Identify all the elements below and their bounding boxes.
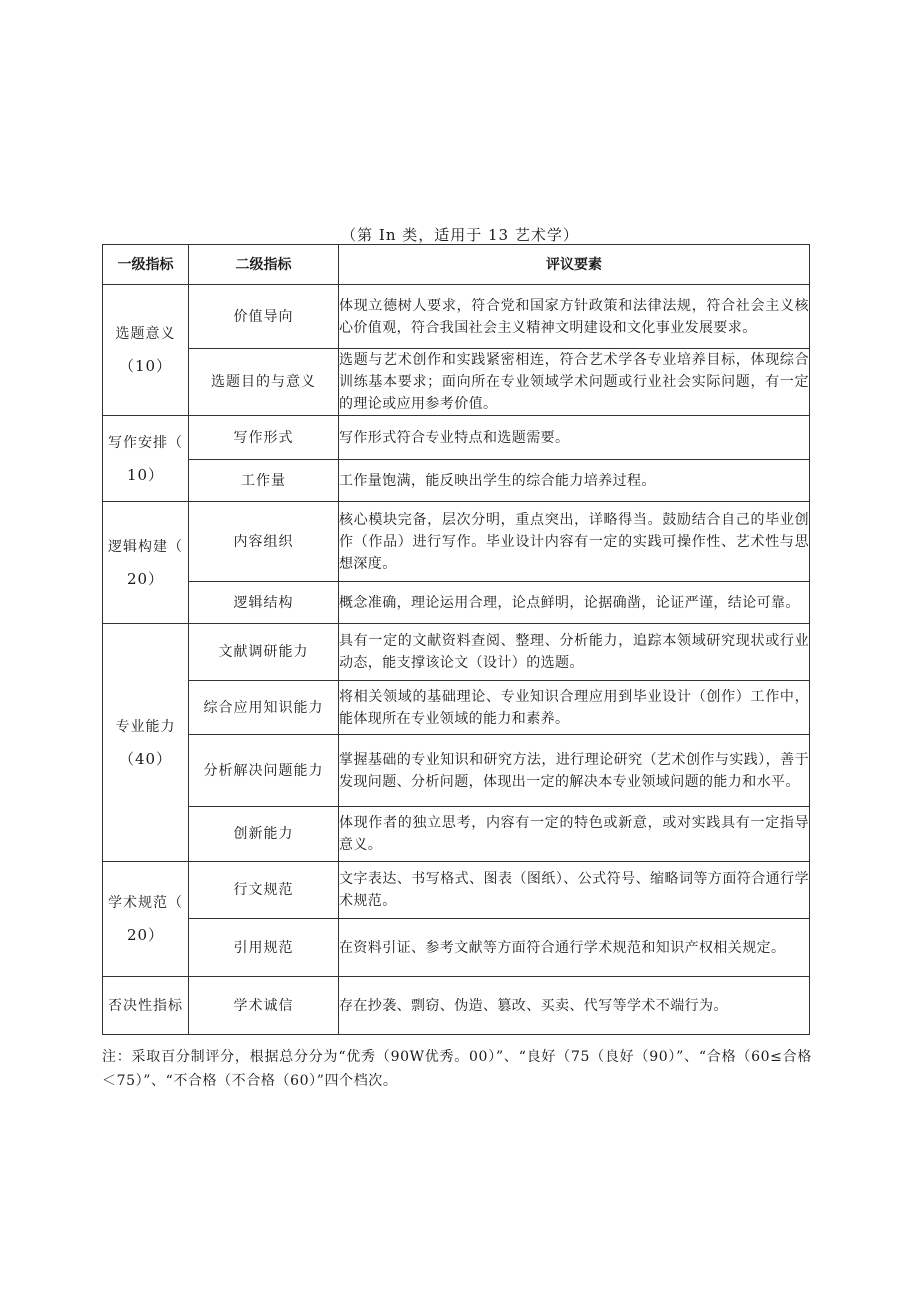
- group-name: 写作安排（: [108, 434, 183, 451]
- table-row: [103, 349, 810, 416]
- header-row: [103, 245, 810, 285]
- group-name: 学术规范（: [108, 895, 183, 911]
- item-name: 引用规范: [189, 919, 339, 977]
- group-score: 20）: [126, 569, 165, 588]
- table-row: [103, 502, 810, 582]
- item-name: 行文规范: [189, 862, 339, 919]
- group-name: 逻辑构建（: [108, 538, 183, 555]
- item-name: 工作量: [189, 460, 339, 502]
- group-cell-professional: [103, 624, 189, 862]
- table-row: [103, 285, 810, 349]
- item-text: 文字表达、书写格式、图表（图纸）、公式符号、缩略词等方面符合通行学术规范。: [339, 862, 810, 919]
- item-name: 创新能力: [189, 807, 339, 862]
- item-name: 综合应用知识能力: [189, 681, 339, 735]
- group-name: 选题意义: [115, 326, 176, 342]
- table-row: [103, 919, 810, 977]
- item-name: 文献调研能力: [189, 624, 339, 681]
- item-name: 选题目的与意义: [189, 349, 339, 416]
- table-row: [103, 460, 810, 502]
- group-cell-writing: [103, 416, 189, 502]
- table-row: [103, 681, 810, 735]
- item-text: 掌握基础的专业知识和研究方法，进行理论研究（艺术创作与实践），善于发现问题、分析问题，体现出一定的解决本专业领域问题的能力和水平。: [339, 735, 810, 807]
- table-row: [103, 624, 810, 681]
- item-name: 价值导向: [189, 285, 339, 349]
- item-text: 将相关领域的基础理论、专业知识合理应用到毕业设计（创作）工作中，能体现所在专业领域的能力和素养。: [339, 681, 810, 735]
- table-caption: （第 In 类，适用于 13 艺术学）: [341, 226, 579, 244]
- table-row: [103, 862, 810, 919]
- item-text: 概念准确，理论运用合理，论点鲜明，论据确凿，论证严谨，结论可靠。: [339, 582, 810, 624]
- group-cell-logic: [103, 502, 189, 624]
- group-score: （40）: [118, 749, 173, 768]
- item-name: 逻辑结构: [189, 582, 339, 624]
- item-text: 在资料引证、参考文献等方面符合通行学术规范和知识产权相关规定。: [339, 919, 810, 977]
- item-text: 体现立德树人要求，符合党和国家方针政策和法律法规，符合社会主义核心价值观，符合我国社会主义精神文明建设和文化事业发展要求。: [339, 285, 810, 349]
- item-text: 具有一定的文献资料查阅、整理、分析能力，追踪本领域研究现状或行业动态，能支撑该论文（设计）的选题。: [339, 624, 810, 681]
- item-text: 选题与艺术创作和实践紧密相连，符合艺术学各专业培养目标，体现综合训练基本要求；面向所在专业领域学术问题或行业社会实际问题，有一定的理论或应用参考价值。: [339, 349, 810, 416]
- item-text: 工作量饱满，能反映出学生的综合能力培养过程。: [339, 460, 810, 502]
- table-row: [103, 977, 810, 1035]
- item-name: 内容组织: [189, 502, 339, 582]
- header-level2: 二级指标: [189, 245, 339, 285]
- evaluation-table: [102, 244, 810, 1035]
- item-name: 写作形式: [189, 416, 339, 460]
- item-text: 核心模块完备，层次分明，重点突出，详略得当。鼓励结合自己的毕业创作（作品）进行写作。毕业设计内容有一定的实践可操作性、艺术性与思想深度。: [339, 502, 810, 582]
- table-row: [103, 807, 810, 862]
- item-text: 写作形式符合专业特点和选题需要。: [339, 416, 810, 460]
- group-score: 10）: [126, 465, 165, 484]
- table-row: [103, 416, 810, 460]
- group-cell-topic: [103, 285, 189, 416]
- header-level1: 一级指标: [103, 245, 189, 285]
- item-text: 存在抄袭、剽窃、伪造、篡改、买卖、代写等学术不端行为。: [339, 977, 810, 1035]
- group-score: （10）: [118, 357, 173, 375]
- item-text: 体现作者的独立思考，内容有一定的特色或新意，或对实践具有一定指导意义。: [339, 807, 810, 862]
- group-name: 否决性指标: [108, 997, 183, 1014]
- footnote: 注：采取百分制评分，根据总分分为“优秀（90W优秀。00）”、“良好（75（良好（90）”、“合格（60≤合格＜75）”、“不合格（不合格（60）”四个档次。: [102, 1049, 812, 1089]
- header-elements: 评议要素: [339, 245, 810, 285]
- item-name: 学术诚信: [189, 977, 339, 1035]
- group-cell-academic: [103, 862, 189, 977]
- group-cell-veto: [103, 977, 189, 1035]
- table-row: [103, 582, 810, 624]
- item-name: 分析解决问题能力: [189, 735, 339, 807]
- group-name: 专业能力: [115, 718, 176, 735]
- group-score: 20）: [126, 926, 165, 944]
- table-row: [103, 735, 810, 807]
